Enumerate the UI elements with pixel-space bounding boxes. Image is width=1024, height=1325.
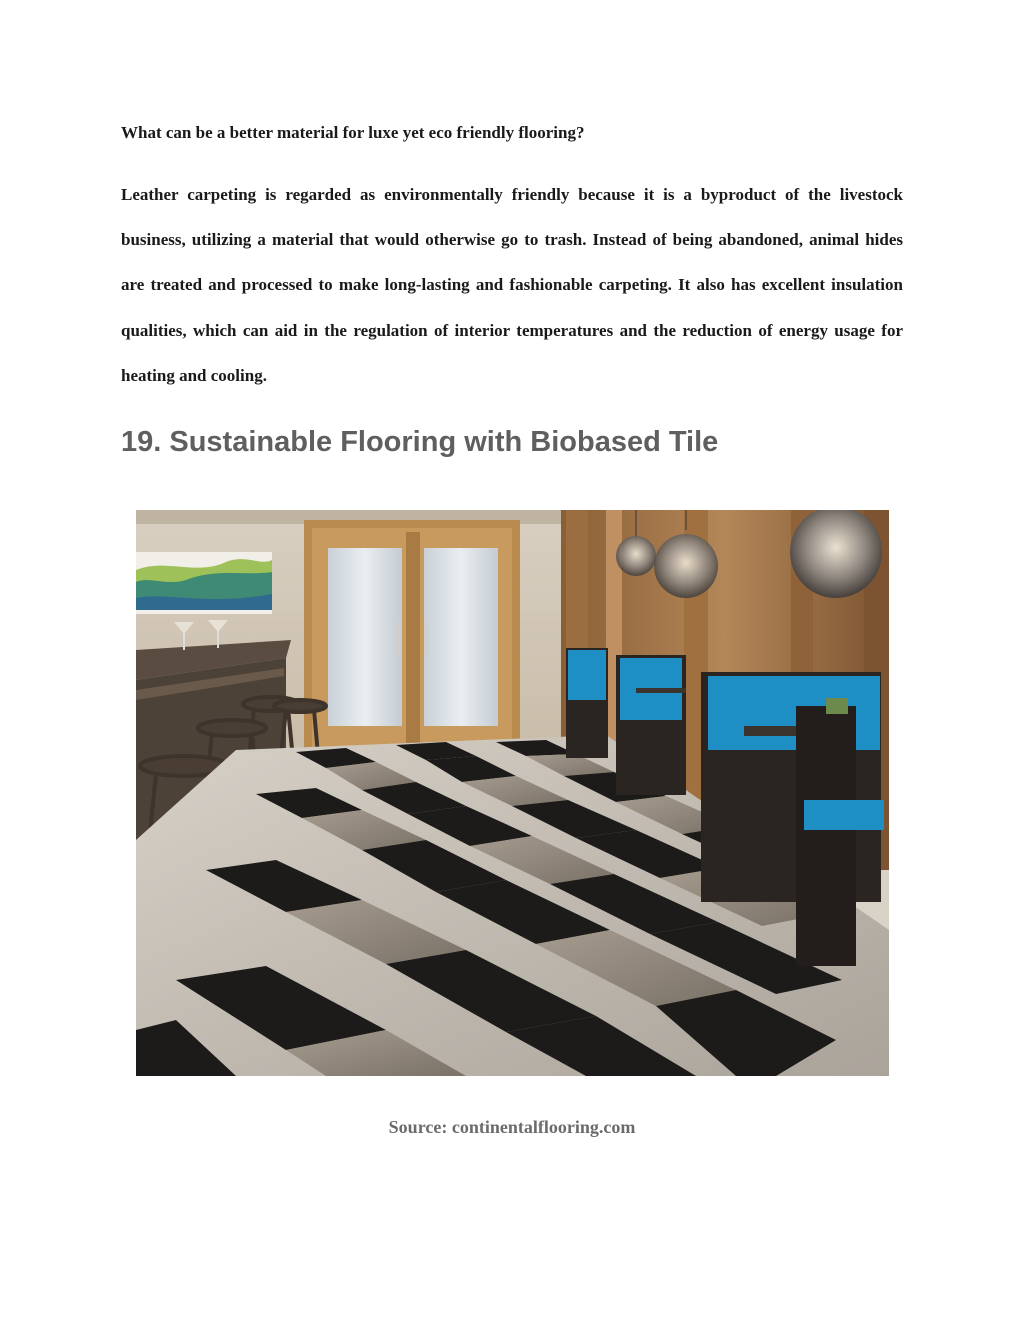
double-doors [304, 520, 520, 748]
wall-painting [136, 552, 272, 614]
question-text: What can be a better material for luxe yet eco friendly flooring? [121, 123, 585, 142]
section-heading: 19. Sustainable Flooring with Biobased Tile [121, 426, 719, 458]
image-source-caption: Source: continentalflooring.com [388, 1117, 636, 1137]
biobased-tile-photo [136, 510, 889, 1076]
body-paragraph: Leather carpeting is regarded as environmentally friendly because it is a byproduct of the livestock business, utilizing a material that would otherwise go to trash. Instead of being abandoned, animal hides are treated and processed to make long-lasting and fashionable carpeting. It also has excellent insulation qualities, which can aid in the regulation of interior temperatures and the reduction of energy usage for heating and cooling. [121, 185, 903, 385]
